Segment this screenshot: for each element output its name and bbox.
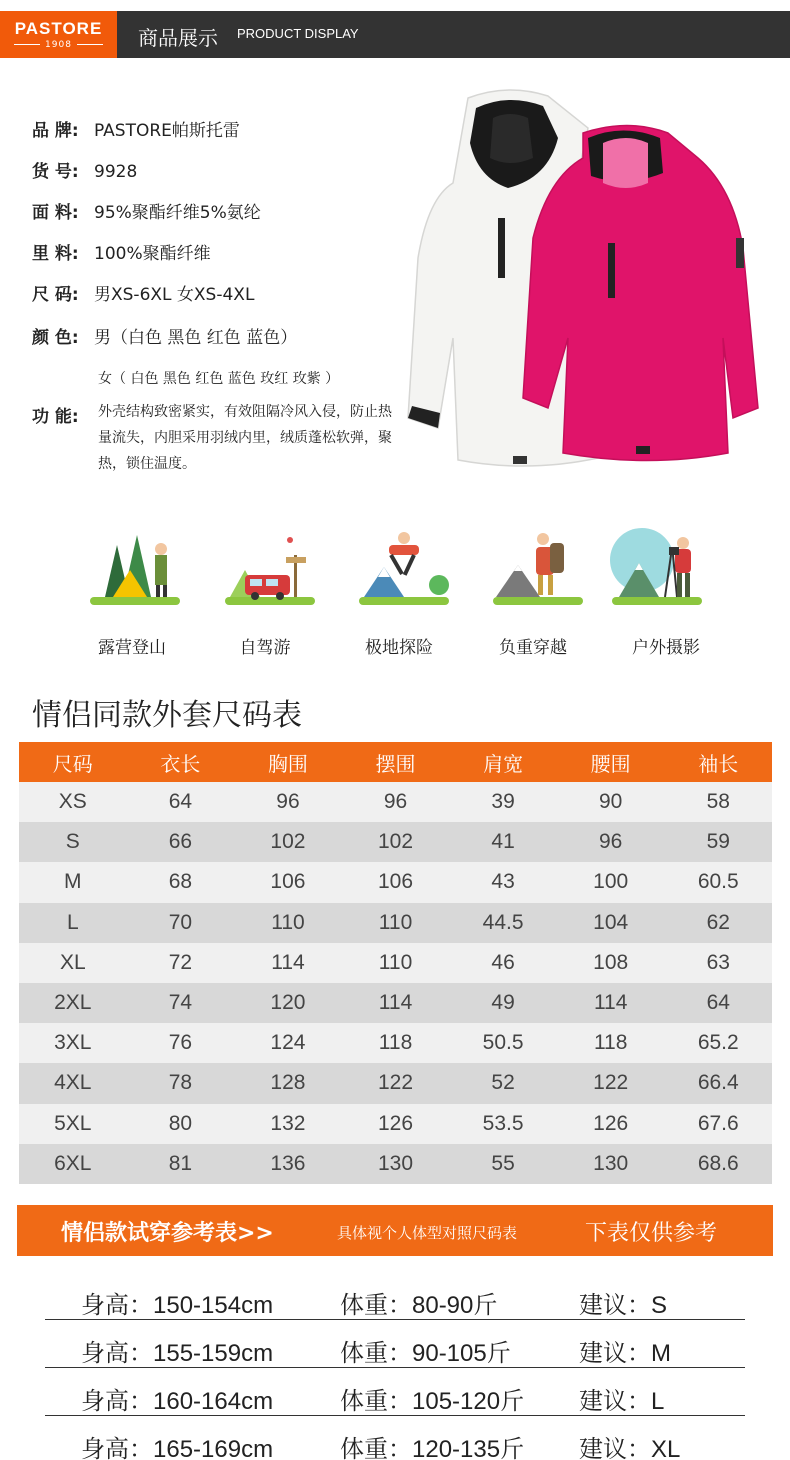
table-cell: 114 <box>378 991 413 1015</box>
table-row <box>19 822 772 862</box>
divider <box>45 1415 745 1416</box>
table-cell: 118 <box>378 1031 413 1055</box>
table-cell: 55 <box>491 1151 515 1175</box>
ref-suggest: 建议：L <box>579 1388 665 1415</box>
table-cell: 50.5 <box>482 1031 524 1055</box>
divider <box>45 1319 745 1320</box>
ref-suggest: 建议：S <box>579 1292 668 1319</box>
spec-color-female: 女（ 白色 黑色 红色 蓝色 玫红 玫紫 ） <box>98 371 340 387</box>
spec-value: 100%聚酯纤维 <box>94 244 211 264</box>
spec-brand <box>32 116 240 141</box>
road-trip-icon <box>220 525 320 615</box>
table-cell: 78 <box>168 1071 193 1095</box>
spec-key: 里 料: <box>32 244 79 264</box>
table-cell: 106 <box>270 870 306 894</box>
table-cell: 110 <box>271 910 305 934</box>
spec-value: 男（白色 黑色 红色 蓝色） <box>94 328 298 348</box>
table-cell: 44.5 <box>482 910 524 934</box>
spec-fabric <box>32 198 261 223</box>
reference-row <box>45 1417 745 1460</box>
spec-key: 尺 码: <box>32 285 79 305</box>
table-cell: 108 <box>593 950 629 974</box>
table-cell: L <box>66 910 79 934</box>
activity-hiking <box>483 525 593 615</box>
table-cell: 102 <box>270 830 306 854</box>
header-title-en: PRODUCT DISPLAY <box>237 26 359 41</box>
table-cell: 90 <box>599 790 623 814</box>
spec-sku <box>32 157 137 182</box>
activity-label: 自驾游 <box>239 638 291 658</box>
ref-height: 身高：165-169cm <box>81 1436 274 1460</box>
polar-icon <box>354 525 454 615</box>
spec-value: 男XS-6XL 女XS-4XL <box>94 285 255 305</box>
spec-value: 95%聚酯纤维5%氨纶 <box>94 203 261 223</box>
table-cell: 104 <box>593 910 629 934</box>
table-cell: 64 <box>168 790 193 814</box>
table-row <box>19 983 772 1023</box>
activity-label: 负重穿越 <box>499 638 567 658</box>
table-row <box>19 1063 772 1103</box>
table-cell: 120 <box>270 991 306 1015</box>
table-cell: 136 <box>270 1151 306 1175</box>
table-cell: 102 <box>378 830 414 854</box>
header-cell: 摆围 <box>375 751 416 776</box>
table-cell: 126 <box>593 1111 629 1135</box>
table-cell: 68.6 <box>697 1151 739 1175</box>
table-cell: 74 <box>168 991 193 1015</box>
ref-height: 身高：155-159cm <box>81 1340 274 1367</box>
table-cell: 128 <box>270 1071 306 1095</box>
table-cell: 110 <box>378 950 413 974</box>
spec-size <box>32 280 254 305</box>
spec-key: 颜 色: <box>32 328 79 348</box>
table-cell: 52 <box>491 1071 515 1095</box>
table-row <box>19 1144 772 1184</box>
activity-label: 户外摄影 <box>632 638 700 658</box>
header-cell: 袖长 <box>698 751 739 776</box>
table-cell: 67.6 <box>697 1111 739 1135</box>
table-cell: 66.4 <box>697 1071 739 1095</box>
table-cell: 65.2 <box>697 1031 739 1055</box>
table-cell: 81 <box>168 1151 193 1175</box>
header-cell: 腰围 <box>590 751 631 776</box>
size-table-title: 情侣同款外套尺码表 <box>32 698 302 733</box>
table-cell: 132 <box>270 1111 306 1135</box>
ref-weight: 体重：120-135斤 <box>340 1436 525 1460</box>
table-row <box>19 862 772 902</box>
header-cell: 胸围 <box>267 751 308 776</box>
spec-function <box>32 402 94 427</box>
hiking-icon <box>488 525 588 615</box>
size-table <box>19 742 772 1184</box>
ref-weight: 体重：80-90斤 <box>340 1292 498 1319</box>
table-row <box>19 903 772 943</box>
page-header <box>0 11 790 58</box>
table-cell: 46 <box>491 950 515 974</box>
table-cell: 41 <box>491 830 515 854</box>
table-cell: 114 <box>593 991 628 1015</box>
logo-year: 1908 <box>0 40 117 50</box>
table-cell: XS <box>58 790 87 814</box>
banner-title: 情侣款试穿参考表>> <box>61 1221 274 1246</box>
table-cell: 62 <box>706 910 730 934</box>
ref-weight: 体重：105-120斤 <box>340 1388 525 1415</box>
logo-text: PASTORE <box>14 19 103 38</box>
photography-icon <box>607 525 707 615</box>
banner-subtitle: 具体视个人体型对照尺码表 <box>337 1224 518 1242</box>
table-cell: 80 <box>168 1111 193 1135</box>
table-cell: XL <box>59 950 86 974</box>
table-cell: 100 <box>593 870 629 894</box>
header-cell: 尺码 <box>52 751 93 776</box>
table-row <box>19 1023 772 1063</box>
header-cell: 肩宽 <box>483 751 524 776</box>
spec-value: PASTORE帕斯托雷 <box>94 121 240 141</box>
table-cell: 96 <box>383 790 408 814</box>
table-cell: 58 <box>706 790 730 814</box>
table-cell: 53.5 <box>482 1111 524 1135</box>
activity-label: 极地探险 <box>365 638 433 658</box>
spec-key: 品 牌: <box>32 121 79 141</box>
spec-function-text: 外壳结构致密紧实，有效阻隔冷风入侵，防止热量流失，内胆采用羽绒内里，绒质蓬松软弹，聚热，锁住温度。 <box>98 404 392 472</box>
ref-suggest: 建议：XL <box>579 1436 681 1460</box>
table-cell: 2XL <box>54 991 92 1015</box>
table-row <box>19 1104 772 1144</box>
spec-key: 功 能: <box>32 407 79 427</box>
table-cell: 59 <box>706 830 730 854</box>
ref-height: 身高：160-164cm <box>81 1388 274 1415</box>
table-cell: 43 <box>491 870 515 894</box>
table-row <box>19 943 772 983</box>
activity-label: 露营登山 <box>98 638 166 658</box>
table-cell: 96 <box>276 790 300 814</box>
spec-value: 9928 <box>94 162 138 182</box>
table-cell: 122 <box>378 1071 414 1095</box>
spec-key: 面 料: <box>32 203 79 223</box>
ref-height: 身高：150-154cm <box>81 1292 274 1319</box>
activity-road-trip <box>215 525 325 615</box>
table-cell: S <box>65 830 80 854</box>
table-cell: 4XL <box>54 1071 92 1095</box>
ref-suggest: 建议：M <box>579 1340 671 1367</box>
header-cell: 衣长 <box>160 751 201 776</box>
spec-key: 货 号: <box>32 162 79 182</box>
table-cell: 96 <box>599 830 623 854</box>
reference-row <box>45 1273 745 1321</box>
table-cell: 6XL <box>54 1151 92 1175</box>
brand-logo <box>0 11 117 58</box>
table-cell: 76 <box>168 1031 193 1055</box>
table-cell: 118 <box>593 1031 628 1055</box>
table-cell: 66 <box>168 830 193 854</box>
reference-row <box>45 1369 745 1417</box>
table-cell: 39 <box>491 790 515 814</box>
spec-color <box>32 323 297 348</box>
header-title-cn: 商品展示 <box>138 26 218 50</box>
table-row <box>19 782 772 822</box>
divider <box>45 1367 745 1368</box>
reference-row <box>45 1321 745 1369</box>
table-cell: 64 <box>706 991 730 1015</box>
try-on-banner <box>17 1205 773 1256</box>
product-image <box>398 88 760 473</box>
table-cell: 106 <box>378 870 414 894</box>
table-cell: 72 <box>168 950 193 974</box>
table-cell: 126 <box>378 1111 414 1135</box>
table-cell: 49 <box>491 991 515 1015</box>
table-cell: 60.5 <box>697 870 739 894</box>
table-cell: 70 <box>168 910 193 934</box>
table-cell: 68 <box>168 870 193 894</box>
table-cell: 3XL <box>54 1031 92 1055</box>
table-cell: M <box>64 870 82 894</box>
activity-polar <box>349 525 459 615</box>
table-body <box>19 782 772 1184</box>
table-cell: 5XL <box>54 1111 92 1135</box>
activity-photography <box>602 525 712 615</box>
table-cell: 130 <box>378 1151 414 1175</box>
table-cell: 110 <box>378 910 413 934</box>
table-cell: 114 <box>271 950 305 974</box>
table-cell: 130 <box>593 1151 629 1175</box>
table-cell: 122 <box>593 1071 629 1095</box>
ref-weight: 体重：90-105斤 <box>340 1340 511 1367</box>
activity-camping <box>80 525 190 615</box>
camping-icon <box>85 525 185 615</box>
table-cell: 63 <box>706 950 730 974</box>
banner-note: 下表仅供参考 <box>585 1221 718 1246</box>
table-header-row <box>19 742 772 782</box>
spec-lining <box>32 239 211 264</box>
table-cell: 124 <box>270 1031 306 1055</box>
